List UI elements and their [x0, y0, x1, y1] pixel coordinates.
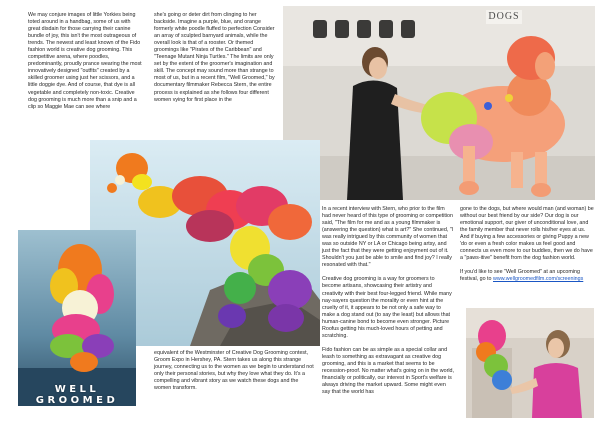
poster-title: WELL GROOMED	[35, 384, 119, 406]
article-column-mid	[154, 350, 314, 392]
groomer-poodle-illustration	[283, 6, 595, 200]
column-3-paragraph-3: Fido fashion can be as simple as a special collar and leash to something as extravagant as creative dog grooming, and this is a market that seems to be recession-proof. No matter what's going on in the world, financially or politically, our interest in Sport's welfare is always driving the market upward. Some might even say that the world has	[322, 346, 455, 396]
column-4-paragraph-2	[460, 269, 596, 283]
column-1-text: We may conjure images of little Yorkies being toted around in a handbag, some of us with great disdain for those carrying their canine bundle of joy, this isn't the most outrageous of trends. The newest and least known of the Fido fashion world is creative dog grooming. This competitive arena, where poodles, predominantly, proudly prance wearing the most innovatively designed "outfits" created by a skilled groomer using just her scissors, and a little doggie dye. And of course, that dye is all vegetable and completely non-toxic. Creative dog grooming is much more than a snip and a clip so Maggie Mae can see where	[28, 12, 142, 110]
column-4-paragraph-1: gone to the dogs, but where would man (and woman) be without our best friend by our side? Our dog is our emotional support, our giver of unconditional love, and the family member that never rolls his/her eyes at us. And if buying a few accessories or giving Puppy a new 'do or even a fresh color makes us feel good and connects us even more to our buddies, then we do have a "paws-itive" benefit from the dog fashion world.	[460, 206, 594, 262]
screenings-link[interactable]: www.wellgroomedfilm.com/screenings	[493, 276, 584, 283]
poster-illustration	[18, 230, 136, 406]
article-column-3	[322, 206, 454, 396]
column-2-text: she's going or deter dirt from clinging to her backside. Imagine a purple, blue, and orange formerly white poodle fluffed to perfection Consider an array of sculpted barnyard animals, while the overall look is that of a rooster. Or themed groomings like "Pirates of the Caribbean" and "Teenage Mutant Ninja Turtles." The limits are only set by the extent of the groomer's imagination and skill. The concept may sound more than strange to most of us, but in a recent film, "Well Groomed," by documentary filmmaker Rebecca Stern, the entire process is explained as she follows four different women vying for first place in the	[154, 12, 275, 103]
article-column-1	[28, 12, 144, 111]
pink-poodle-photo	[466, 308, 594, 418]
article-column-2	[154, 12, 276, 104]
groomer-poodle-photo	[283, 6, 595, 200]
article-column-4	[460, 206, 596, 283]
column-4-paragraph-2-text: If you'd like to see "Well Groomed" at an upcoming festival, go to	[460, 269, 580, 283]
column-3-paragraph-1: In a recent interview with Stern, who prior to the film had never heard of this type of grooming or competition said, "The film for me and as a young filmmaker is (answering the question) what is art?" She continued, "I was really intrigued by this community of women that was so outside NY or LA or Chicago being artsy, and just the fact that they were getting enjoyment out of it. Shouldn't you just be able to smile and find joy? I really resonated with that."	[322, 206, 454, 269]
dogs-sign: DOGS	[486, 10, 522, 24]
column-3-paragraph-2: Creative dog grooming is a way for groomers to become artisans, showcasing their artistry and creativity with their best four-legged friend. While many nay-sayers question the morality or even hint at the cruelty of it, it appears to be not only a safe way to make a dog stand out (to say the least) but allows that human-canine bond to become even stronger. Picture Roofus getting his much-loved hours of petting and scratching.	[322, 276, 452, 339]
pink-poodle-illustration	[466, 308, 594, 418]
well-groomed-poster	[18, 230, 136, 406]
column-mid-text: equivalent of the Westminster of Creative Dog Grooming contest, Groom Expo in Hershey, PA. Stern takes us along this strange journey, connecting us to the women as we begin to understand not only their personal stories, but why they love what they do. It's a compelling and vibrant story as we watch these dogs and the women transform.	[154, 350, 314, 392]
